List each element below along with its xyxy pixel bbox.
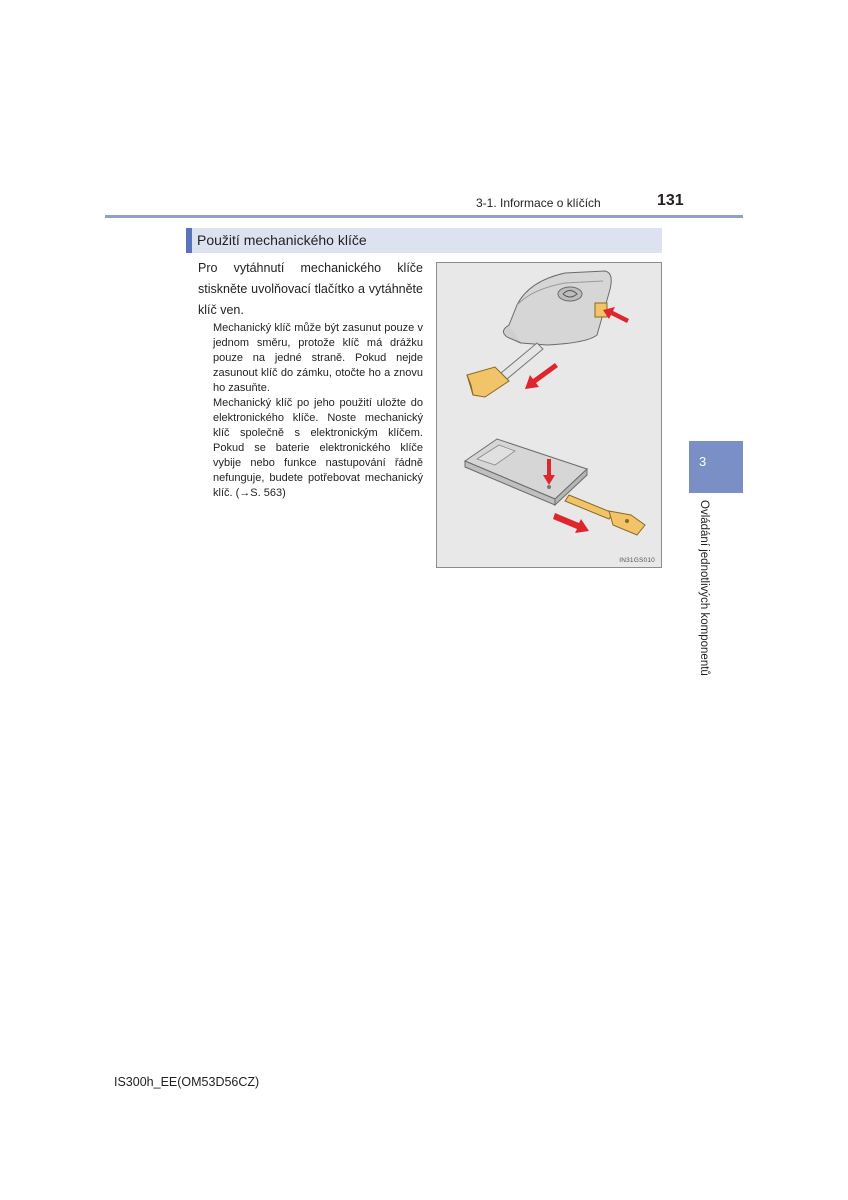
chapter-number: 3 bbox=[699, 454, 707, 469]
key-illustration bbox=[436, 262, 662, 568]
pull-out-arrow-top bbox=[525, 363, 558, 389]
note-paragraph-1: Mechanický klíč může být zasunut pouze v jednom směru, protože klíč má drážku pouze na jedné straně. Pokud nejde zasunout klíč do zámku, otočte ho a znovu ho zasuňte. bbox=[213, 322, 423, 394]
running-header-section: 3-1. Informace o klíčích bbox=[476, 196, 601, 210]
figure-code: IN31GS010 bbox=[619, 557, 655, 564]
footer-model-code: IS300h_EE(OM53D56CZ) bbox=[114, 1075, 260, 1089]
chapter-tab bbox=[689, 441, 743, 493]
smart-key-fob bbox=[503, 271, 611, 345]
header-rule bbox=[105, 215, 743, 218]
page-number: 131 bbox=[657, 192, 684, 209]
mechanical-key-top bbox=[467, 343, 543, 397]
key-illustration-drawing bbox=[437, 263, 663, 569]
pull-out-arrow-bottom bbox=[553, 513, 589, 533]
section-heading bbox=[186, 228, 662, 253]
release-button-arrow bbox=[603, 307, 629, 323]
chapter-title: Ovládání jednotlivých komponentů bbox=[698, 500, 710, 676]
intro-paragraph: Pro vytáhnutí mechanického klíče stiskněte uvolňovací tlačítko a vytáhněte klíč ven. bbox=[198, 261, 423, 317]
section-heading-text: Použití mechanického klíče bbox=[197, 232, 367, 248]
note-paragraph-2: Mechanický klíč po jeho použití uložte do elektronického klíče. Noste mechanický klíč společně s elektronickým klíčem. Pokud se baterie elektronického klíče vybije nebo funkce nastupování řádně nefunguje, budete potřebovat mechanický klíč. (→S. 563) bbox=[213, 397, 423, 499]
